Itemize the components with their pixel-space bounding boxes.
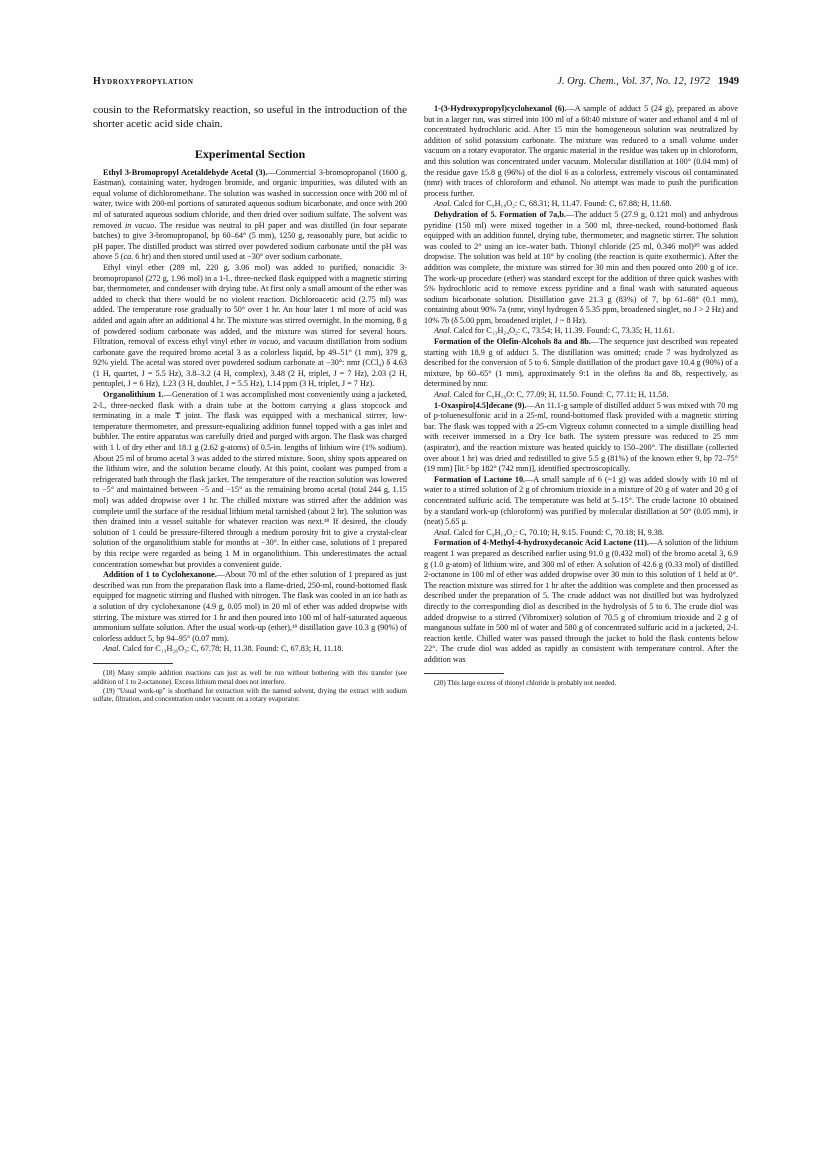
italic-text: in vacuo [249, 337, 279, 347]
paragraph-vinyl-ether [93, 263, 407, 390]
paragraph-text: Calcd for C₉H₁₆O: C, 77.09; H, 11.50. Found: C, 77.11; H, 11.58. [451, 390, 669, 400]
paragraph-heading: Dehydration of 5. Formation of 7a,b. [434, 209, 566, 219]
paragraph-text: Calcd for C₉H₁₈O₂: C, 68.31; H, 11.47. Found: C, 67.88; H, 11.68. [451, 199, 672, 209]
section-title: Experimental Section [194, 147, 306, 161]
italic-text: Anal. [434, 390, 452, 400]
paragraph-heading: Ethyl 3-Bromopropyl Acetaldehyde Acetal (3). [103, 167, 268, 177]
paragraph-text: —An 11.1-g sample of distilled adduct 5 was mixed with 70 mg of p-toluenesulfonic acid in a 25-ml, round-bottomed flask provided with a magnetic stirring bar. The flask was topped with a 25-cm Vigreux column connected to a simple distilling head with receiver immersed in a Dry Ice bath. The system pressure was reduced to 25 mm (aspirator), and the reaction mixture was heated quickly to 150–200°. The distillate (collected over about 1 hr) was dried and redistilled to give 5.5 g (81%) of the known ether 9, bp 72–75° (19 mm) [lit.⁵ bp 182° (742 mm)], identified spectroscopically. [424, 400, 738, 474]
running-title: Hydroxypropylation [93, 76, 194, 87]
running-head [93, 76, 739, 92]
paragraph-anal [424, 528, 738, 539]
paragraph-text: Calcd for C₉H₁₄O₂: C, 70.10; H, 9.15. Found: C, 70.18; H, 9.38. [451, 527, 664, 537]
paragraph-anal [424, 199, 738, 210]
paragraph-lactone-11 [424, 538, 738, 665]
page-number: 1949 [718, 76, 739, 87]
paragraph-lactone-10 [424, 475, 738, 528]
italic-text: Anal. [434, 326, 452, 336]
paragraph-text: 6 hr) and then stored until used at −30° over sodium carbonate. [133, 252, 342, 262]
italic-text: Anal. [434, 527, 452, 537]
paragraph-heading: 1-Oxaspiro[4.5]decane (9). [434, 400, 527, 410]
italic-text: in vacuo [125, 220, 155, 230]
paragraph-text: —Generation of 1 was accomplished most conveniently using a jacketed, 2-l., three-necked flask with a drain tube at the bottom carrying a glass stopcock and terminating in a male ₸ joint. The flask was equipped with a mechanical stirrer, low-temperature thermometer, and pressure-equalizing addition funnel topped with a gas inlet and bubbler. The entire apparatus was carefully dried and purged with argon. The flask was charged with 1 l. of dry ether and 18.1 g (2.62 g-atoms) of 0.5-in. lengths of lithium wire (1% sodium). About 25 ml of bromo acetal 3 was added to the stirred mixture. Soon, shiny spots appeared on the lithium wire, and the solution became cloudy. At this point, coolant was pumped from a refrigerated bath through the flask jacket. The temperature of the reaction solution was lowered to −5° and maintained between −5 and −15° as the remaining bromo acetal (total 244 g, 1.15 mol) was added dropwise over 1 hr. The chilled mixture was stirred after the addition was complete until the surface of the residual lithium metal tarnished (about 2 hr). The solution was then drained into a vessel suitable for whatever reaction was next.¹⁸ If desired, the cloudy solution of 1 could be pressure-filtered through a medium porosity frit to give a crystal-clear solution of the organolithium stable for months at −30°. In either case, solutions of 1 prepared by this recipe were regarded as being 1 M in organolithium. This underestimates the actual concentration somewhat but provides a convenient guide. [93, 390, 407, 569]
paragraph-bromo-acetal [93, 168, 407, 263]
paragraph-cyclohexanone [93, 570, 407, 644]
paragraph-heading: Addition of 1 to Cyclohexanone. [103, 570, 217, 580]
footnote-19: (19) "Usual work-up" is shorthand for extraction with the named solvent, drying the extract with sodium sulfate, filtration, and concentration under vacuum on a rotary evaporator. [93, 686, 407, 704]
paragraph-hydroxypropyl [424, 104, 738, 199]
paragraph-heading: Formation of 4-Methyl-4-hydroxydecanoic Acid Lactone (11). [434, 538, 649, 548]
paragraph-oxaspiro [424, 401, 738, 475]
paragraph-text: Calcd for C₁₃H₂₄O₂: C, 73.54; H, 11.39. Found: C, 73.35; H, 11.61. [451, 326, 675, 336]
journal-name: J. Org. Chem., Vol. 37, No. 12, 1972 [557, 76, 710, 87]
paragraph-text: —The sequence just described was repeated starting with 18.9 g of adduct 5. The distillation was omitted; crude 7 was hydrolyzed as described for the conversion of 5 to 6. Simple distillation of the product gave 10.4 g (90%) of a mixture, bp 60–65° (1 mm), approximately 9:1 in the olefins 8a and 8b, respectively, as determined by nmr. [424, 337, 738, 389]
italic-text: Anal. [434, 199, 452, 209]
italic-text: Anal. [103, 644, 121, 654]
footnote-18: (18) Many simple addition reactions can just as well be run without bothering with this transfer (see addition of 1 to 2-octanone). Excess lithium metal does not interfere. [93, 668, 407, 686]
paragraph-text: , and vacuum distillation from sodium carbonate gave the required bromo acetal 3 as a colorless liquid, bp 49–51° (1 mm), 379 g, 92% yield. The acetal was stored over powdered sodium carbonate at −30°: nmr (CCl₄) δ 4.63 (1 H, quartet, J = 5.5 Hz), 3.8–3.2 (4 H, complex), 3.48 (2 H, triplet, J = 7 Hz), 2.03 (2 H, pentuplet, J = 6 Hz), 1.23 (3 H, doublet, J = 5.5 Hz), 1.14 ppm (3 H, triplet, J = 7 Hz). [93, 337, 407, 389]
paragraph-text: —About 70 ml of the ether solution of 1 prepared as just described was run from the preparation flask into a flame-dried, 250-ml, round-bottomed flask equipped for magnetic stirring and flushed with nitrogen. The flask was cooled in an ice bath as a solution of dry cyclohexanone (4.9 g, 0.05 mol) in 20 ml of ether was added dropwise with stirring. The mixture was stirred for 1 hr and then poured into 100 ml of half-saturated aqueous ammonium sulfate solution. After the usual work-up (ether),¹⁹ distillation gave 10.3 g (90%) of colorless adduct 5, bp 94–95° (0.07 mm). [93, 570, 407, 643]
paragraph-heading: Formation of the Olefin-Alcohols 8a and 8b. [434, 337, 591, 347]
right-column [424, 104, 738, 1104]
paragraph-text: —A solution of the lithium reagent 1 was prepared as described earlier using 91.0 g (0.432 mol) of the bromo acetal 3, 6.9 g (1.0 g-atom) of lithium wire, and 300 ml of ether. A solution of 42.6 g (0.33 mol) of distilled 2-octanone in 100 ml of ether was added dropwise over 30 min to this solution of 1 held at 0°. The reaction mixture was stirred for 1 hr after the addition was complete and then processed as described under the preparation of 5. The crude adduct was not distilled but was hydrolyzed directly to the corresponding diol as described in the hydrolysis of 5 to 6. The crude diol was added dropwise to a stirred (Vibromixer) solution of 70.5 g of chromium trioxide and 2 g of manganous sulfate in 500 ml of water and 580 g of concentrated sulfuric acid in a jacketed, 2-l. reaction kettle. Chilled water was passed through the jacket to hold the flask contents below 22°. The crude diol was added as rapidly as consistent with temperature control. After the addition was [424, 538, 738, 664]
paragraph-anal [424, 390, 738, 401]
paragraph-anal [424, 326, 738, 337]
journal-citation [557, 76, 739, 87]
paragraph-olefin-alcohols [424, 337, 738, 390]
paragraph-text: —A sample of adduct 5 (24 g), prepared as above but in a larger run, was stirred into 100 ml of a 60:40 mixture of water and ethanol and 4 ml of concentrated hydrochloric acid. After 15 min the homogeneous solution was neutralized by addition of solid potassium carbonate. The mixture was reduced to a small volume under vacuum on a rotary evaporator. The organic material in the residue was taken up in chloroform, and this solution was concentrated under vacuum. Molecular distillation at 100° (0.04 mm) of the residue gave 15.8 g (96%) of the diol 6 as a colorless, extremely viscous oil contaminated (nmr) with traces of chloroform and ethanol. No attempt was made to push the purification process further. [424, 104, 738, 198]
paragraph-text: —A small sample of 6 (~1 g) was added slowly with 10 ml of water to a stirred solution of 2 g of chromium trioxide in a mixture of 20 g of water and 20 g of concentrated sulfuric acid. The temperature was held at 5–15°. The crude lactone 10 obtained by a standard work-up (chloroform) was purified by molecular distillation at 50° (0.05 mm), ir (neat) 5.65 μ. [424, 474, 738, 527]
paragraph-dehydration [424, 210, 738, 327]
paragraph-text: —The adduct 5 (27.9 g, 0.121 mol) and anhydrous pyridine (150 ml) were mixed together in a 500 ml, three-necked, round-bottomed flask equipped with an addition funnel, drying tube, thermometer, and magnetic stirrer. The solution was cooled to 2° using an ice–water bath. Thionyl chloride (25 ml, 0.346 mol)²⁰ was added dropwise. The solution was held at 10° by cooling (the reaction is quite exothermic). After the addition was complete, the mixture was stirred for 30 min and then poured onto 200 g of ice. The work-up procedure (ether) was standard except for the addition of three quick washes with 5% hydrochloric acid to remove excess pyridine and a final wash with saturated aqueous sodium bicarbonate solution. Distillation gave 21.3 g (83%) of 7, bp 61–68° (0.1 mm), containing about 90% 7a (nmr, vinyl hydrogen δ 5.35 ppm, broadened singlet, no J > 2 Hz) and 10% 7b (δ 5.00 ppm, broadened triplet, J ~ 8 Hz). [424, 209, 738, 325]
paragraph-organolithium [93, 390, 407, 570]
left-column [93, 104, 407, 1104]
footnote-20: (20) This large excess of thionyl chloride is probably not needed. [434, 679, 617, 688]
paragraph-text: Ethyl vinyl ether (289 ml, 220 g, 3.06 mol) was added to purified, nonacidic 3-bromopropanol (272 g, 1.96 mol) in a 1-l., three-necked flask equipped with a magnetic stirring bar, thermometer, and condenser with drying tube. At first only a small amount of the ether was added to check that there would be no violent reaction. Dichloroacetic acid (2.75 ml) was added. The temperature rose gradually to 50° over 1 hr. An hour later 1 ml more of acid was added and again after an additional 4 hr. The mixture was stirred overnight. In the morning, 8 g of powdered sodium carbonate was added, and the mixture was stirred for several hours. Filtration, removal of excess ethyl vinyl ether [93, 262, 407, 347]
paragraph-heading: Organolithium 1. [103, 390, 164, 400]
footnote-rule [93, 663, 173, 664]
paragraph-heading: Formation of Lactone 10. [434, 474, 526, 484]
paragraph-heading: 1-(3-Hydroxypropyl)cyclohexanol (6). [434, 104, 567, 113]
paragraph-anal [93, 644, 407, 655]
italic-text: ca. [123, 252, 134, 262]
paragraph-text: Calcd for C₁₃H₂₆O₃: C, 67.78; H, 11.38. Found: C, 67.83; H, 11.18. [120, 644, 344, 654]
intro-paragraph: cousin to the Reformatsky reaction, so useful in the introduction of the shorter acetic acid side chain. [93, 104, 407, 130]
paragraph-text: —Commercial 3-bromopropanol (1600 g, Eastman), containing water, hydrogen bromide, and organic impurities, was diluted with an equal volume of dichloromethane. The solution was washed in succession once with 200 ml of water, twice with 200-ml portions of saturated aqueous sodium bicarbonate, and once with 200 ml of saturated aqueous sodium chloride, and then dried over sodium sulfate. The solvent was removed [93, 167, 407, 230]
footnote-rule [424, 673, 504, 674]
paragraph-text: . The residue was neutral to pH paper and was distilled (in four separate batches) to give 3-bromopropanol, bp 60–64° (5 mm), 1250 g, reasonably pure, but acidic to pH paper. The distilled product was stirred over powdered sodium carbonate until the pH was above 5 ( [93, 220, 407, 262]
